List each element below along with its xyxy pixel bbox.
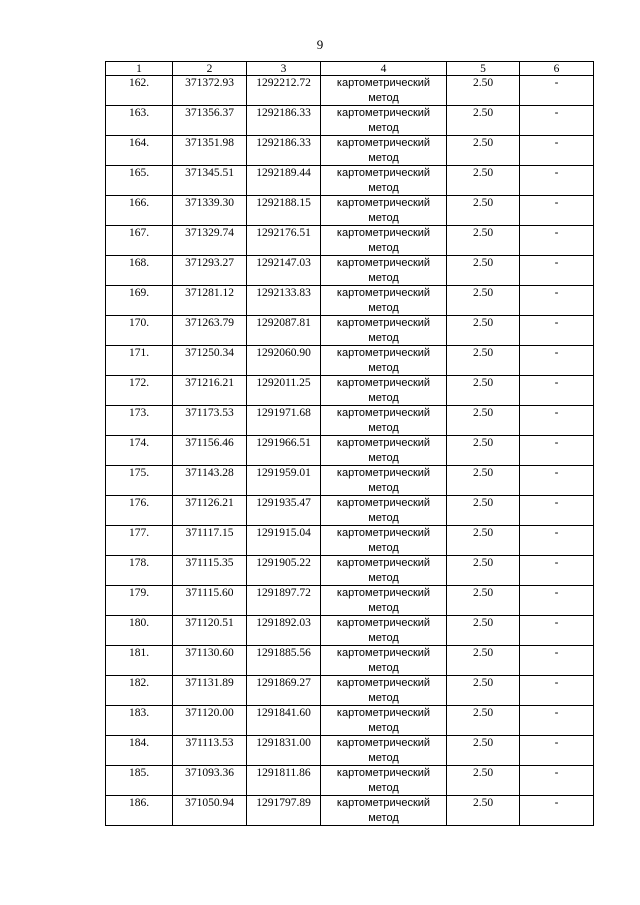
point-number-cell: 163. (106, 106, 173, 136)
y-coordinate-cell: 1292189.44 (247, 166, 321, 196)
table-row (106, 616, 594, 646)
header-row (106, 62, 594, 76)
point-number-cell: 177. (106, 526, 173, 556)
y-coordinate-cell: 1291892.03 (247, 616, 321, 646)
x-coordinate-cell: 371117.15 (173, 526, 247, 556)
table-row (106, 646, 594, 676)
point-number-cell: 165. (106, 166, 173, 196)
table-row (106, 676, 594, 706)
accuracy-cell: 2.50 (447, 736, 520, 766)
accuracy-cell: 2.50 (447, 466, 520, 496)
accuracy-cell: 2.50 (447, 706, 520, 736)
page-number: 9 (316, 37, 324, 52)
x-coordinate-cell: 371356.37 (173, 106, 247, 136)
method-cell: картометрический метод (321, 676, 447, 706)
column-header-2: 2 (173, 62, 247, 76)
method-cell: картометрический метод (321, 286, 447, 316)
accuracy-cell: 2.50 (447, 256, 520, 286)
point-number-cell: 184. (106, 736, 173, 766)
accuracy-cell: 2.50 (447, 766, 520, 796)
x-coordinate-cell: 371345.51 (173, 166, 247, 196)
accuracy-cell: 2.50 (447, 136, 520, 166)
method-cell: картометрический метод (321, 526, 447, 556)
method-cell: картометрический метод (321, 196, 447, 226)
column-header-3: 3 (247, 62, 321, 76)
note-cell: - (520, 166, 594, 196)
method-cell: картометрический метод (321, 796, 447, 826)
y-coordinate-cell: 1291885.56 (247, 646, 321, 676)
point-number-cell: 179. (106, 586, 173, 616)
method-cell: картометрический метод (321, 166, 447, 196)
accuracy-cell: 2.50 (447, 616, 520, 646)
note-cell: - (520, 346, 594, 376)
note-cell: - (520, 796, 594, 826)
x-coordinate-cell: 371143.28 (173, 466, 247, 496)
accuracy-cell: 2.50 (447, 166, 520, 196)
column-header-6: 6 (520, 62, 594, 76)
note-cell: - (520, 496, 594, 526)
table-row (106, 226, 594, 256)
y-coordinate-cell: 1291905.22 (247, 556, 321, 586)
accuracy-cell: 2.50 (447, 676, 520, 706)
table-row (106, 706, 594, 736)
method-cell: картометрический метод (321, 466, 447, 496)
y-coordinate-cell: 1291971.68 (247, 406, 321, 436)
column-header-5: 5 (447, 62, 520, 76)
method-cell: картометрический метод (321, 556, 447, 586)
method-cell: картометрический метод (321, 136, 447, 166)
note-cell: - (520, 406, 594, 436)
table-row (106, 556, 594, 586)
note-cell: - (520, 76, 594, 106)
column-header-1: 1 (106, 62, 173, 76)
y-coordinate-cell: 1292176.51 (247, 226, 321, 256)
note-cell: - (520, 466, 594, 496)
note-cell: - (520, 136, 594, 166)
table-row (106, 526, 594, 556)
accuracy-cell: 2.50 (447, 106, 520, 136)
accuracy-cell: 2.50 (447, 376, 520, 406)
table-row (106, 406, 594, 436)
x-coordinate-cell: 371131.89 (173, 676, 247, 706)
method-cell: картометрический метод (321, 226, 447, 256)
point-number-cell: 168. (106, 256, 173, 286)
method-cell: картометрический метод (321, 406, 447, 436)
method-cell: картометрический метод (321, 76, 447, 106)
table-row (106, 106, 594, 136)
table-row (106, 166, 594, 196)
note-cell: - (520, 736, 594, 766)
method-cell: картометрический метод (321, 616, 447, 646)
y-coordinate-cell: 1292186.33 (247, 106, 321, 136)
table-body (106, 76, 594, 826)
accuracy-cell: 2.50 (447, 226, 520, 256)
accuracy-cell: 2.50 (447, 346, 520, 376)
point-number-cell: 176. (106, 496, 173, 526)
y-coordinate-cell: 1291841.60 (247, 706, 321, 736)
accuracy-cell: 2.50 (447, 496, 520, 526)
point-number-cell: 167. (106, 226, 173, 256)
table-header (106, 62, 594, 76)
note-cell: - (520, 256, 594, 286)
accuracy-cell: 2.50 (447, 796, 520, 826)
point-number-cell: 181. (106, 646, 173, 676)
x-coordinate-cell: 371050.94 (173, 796, 247, 826)
table-row (106, 736, 594, 766)
method-cell: картометрический метод (321, 106, 447, 136)
method-cell: картометрический метод (321, 736, 447, 766)
note-cell: - (520, 286, 594, 316)
point-number-cell: 170. (106, 316, 173, 346)
point-number-cell: 175. (106, 466, 173, 496)
accuracy-cell: 2.50 (447, 76, 520, 106)
y-coordinate-cell: 1292133.83 (247, 286, 321, 316)
table-row (106, 496, 594, 526)
table-row (106, 466, 594, 496)
note-cell: - (520, 556, 594, 586)
y-coordinate-cell: 1291811.86 (247, 766, 321, 796)
x-coordinate-cell: 371351.98 (173, 136, 247, 166)
table-row (106, 376, 594, 406)
y-coordinate-cell: 1291831.00 (247, 736, 321, 766)
y-coordinate-cell: 1291966.51 (247, 436, 321, 466)
accuracy-cell: 2.50 (447, 526, 520, 556)
method-cell: картометрический метод (321, 496, 447, 526)
table-row (106, 286, 594, 316)
x-coordinate-cell: 371173.53 (173, 406, 247, 436)
method-cell: картометрический метод (321, 766, 447, 796)
table-row (106, 136, 594, 166)
accuracy-cell: 2.50 (447, 196, 520, 226)
x-coordinate-cell: 371250.34 (173, 346, 247, 376)
note-cell: - (520, 226, 594, 256)
note-cell: - (520, 616, 594, 646)
accuracy-cell: 2.50 (447, 586, 520, 616)
y-coordinate-cell: 1291935.47 (247, 496, 321, 526)
x-coordinate-cell: 371372.93 (173, 76, 247, 106)
point-number-cell: 180. (106, 616, 173, 646)
y-coordinate-cell: 1291959.01 (247, 466, 321, 496)
y-coordinate-cell: 1292186.33 (247, 136, 321, 166)
x-coordinate-cell: 371115.35 (173, 556, 247, 586)
method-cell: картометрический метод (321, 436, 447, 466)
note-cell: - (520, 706, 594, 736)
table-row (106, 436, 594, 466)
table-row (106, 76, 594, 106)
point-number-cell: 173. (106, 406, 173, 436)
x-coordinate-cell: 371156.46 (173, 436, 247, 466)
x-coordinate-cell: 371120.00 (173, 706, 247, 736)
accuracy-cell: 2.50 (447, 556, 520, 586)
point-number-cell: 162. (106, 76, 173, 106)
y-coordinate-cell: 1292087.81 (247, 316, 321, 346)
column-header-4: 4 (321, 62, 447, 76)
y-coordinate-cell: 1291897.72 (247, 586, 321, 616)
coordinates-table (105, 61, 594, 826)
point-number-cell: 186. (106, 796, 173, 826)
accuracy-cell: 2.50 (447, 646, 520, 676)
point-number-cell: 174. (106, 436, 173, 466)
x-coordinate-cell: 371093.36 (173, 766, 247, 796)
note-cell: - (520, 376, 594, 406)
accuracy-cell: 2.50 (447, 286, 520, 316)
method-cell: картометрический метод (321, 586, 447, 616)
note-cell: - (520, 106, 594, 136)
table-row (106, 766, 594, 796)
table-row (106, 796, 594, 826)
x-coordinate-cell: 371263.79 (173, 316, 247, 346)
note-cell: - (520, 526, 594, 556)
point-number-cell: 166. (106, 196, 173, 226)
point-number-cell: 172. (106, 376, 173, 406)
method-cell: картометрический метод (321, 706, 447, 736)
x-coordinate-cell: 371120.51 (173, 616, 247, 646)
table-row (106, 316, 594, 346)
x-coordinate-cell: 371281.12 (173, 286, 247, 316)
method-cell: картометрический метод (321, 646, 447, 676)
x-coordinate-cell: 371339.30 (173, 196, 247, 226)
y-coordinate-cell: 1291869.27 (247, 676, 321, 706)
note-cell: - (520, 196, 594, 226)
x-coordinate-cell: 371329.74 (173, 226, 247, 256)
method-cell: картометрический метод (321, 346, 447, 376)
note-cell: - (520, 586, 594, 616)
point-number-cell: 182. (106, 676, 173, 706)
note-cell: - (520, 436, 594, 466)
method-cell: картометрический метод (321, 256, 447, 286)
y-coordinate-cell: 1291915.04 (247, 526, 321, 556)
x-coordinate-cell: 371130.60 (173, 646, 247, 676)
accuracy-cell: 2.50 (447, 316, 520, 346)
table-row (106, 256, 594, 286)
accuracy-cell: 2.50 (447, 406, 520, 436)
x-coordinate-cell: 371293.27 (173, 256, 247, 286)
method-cell: картометрический метод (321, 316, 447, 346)
table-row (106, 346, 594, 376)
note-cell: - (520, 766, 594, 796)
point-number-cell: 183. (106, 706, 173, 736)
point-number-cell: 171. (106, 346, 173, 376)
accuracy-cell: 2.50 (447, 436, 520, 466)
note-cell: - (520, 676, 594, 706)
y-coordinate-cell: 1292147.03 (247, 256, 321, 286)
table-row (106, 196, 594, 226)
point-number-cell: 185. (106, 766, 173, 796)
point-number-cell: 178. (106, 556, 173, 586)
y-coordinate-cell: 1292212.72 (247, 76, 321, 106)
note-cell: - (520, 646, 594, 676)
note-cell: - (520, 316, 594, 346)
y-coordinate-cell: 1292011.25 (247, 376, 321, 406)
y-coordinate-cell: 1291797.89 (247, 796, 321, 826)
method-cell: картометрический метод (321, 376, 447, 406)
table-row (106, 586, 594, 616)
y-coordinate-cell: 1292060.90 (247, 346, 321, 376)
x-coordinate-cell: 371216.21 (173, 376, 247, 406)
y-coordinate-cell: 1292188.15 (247, 196, 321, 226)
x-coordinate-cell: 371126.21 (173, 496, 247, 526)
point-number-cell: 169. (106, 286, 173, 316)
x-coordinate-cell: 371113.53 (173, 736, 247, 766)
x-coordinate-cell: 371115.60 (173, 586, 247, 616)
point-number-cell: 164. (106, 136, 173, 166)
